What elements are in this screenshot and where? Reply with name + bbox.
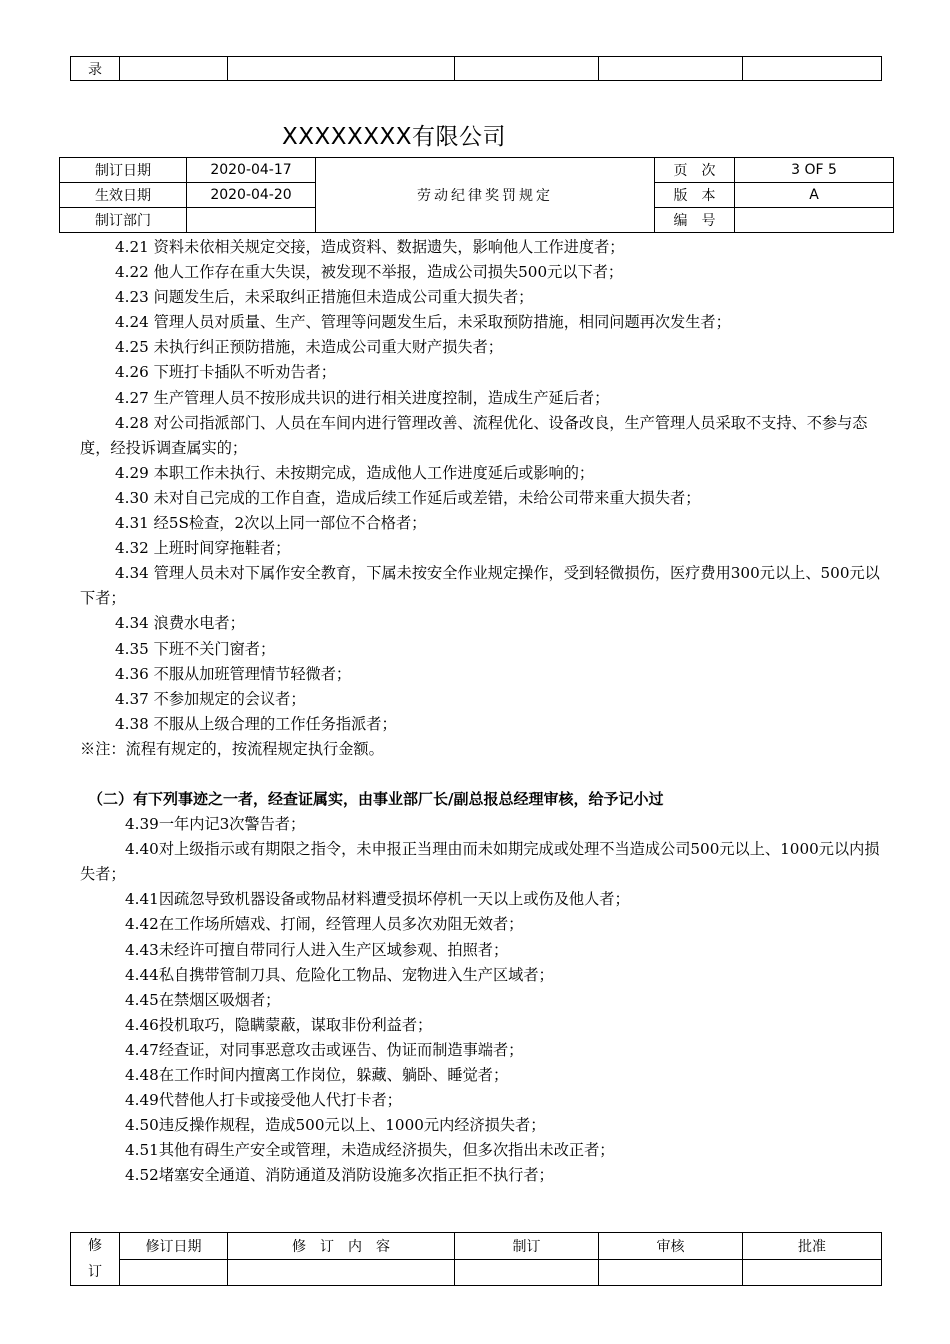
list-item: 4.37 不参加规定的会议者； bbox=[115, 689, 306, 708]
list-item: 4.30 未对自己完成的工作自查，造成后续工作延后或差错，未给公司带来重大损失者； bbox=[115, 488, 701, 507]
col-reviewed: 审核 bbox=[599, 1233, 743, 1260]
list-item: 4.51其他有碍生产安全或管理，未造成经济损失，但多次指出未改正者； bbox=[125, 1141, 615, 1160]
page-number: 3 OF 5 bbox=[735, 158, 894, 183]
created-date: 2020-04-17 bbox=[187, 158, 316, 183]
list-item: 4.36 不服从加班管理情节轻微者； bbox=[115, 664, 352, 683]
section-heading: （二）有下列事迹之一者，经查证属实，由事业部厂长/副总报总经理审核，给予记小过 bbox=[88, 789, 664, 808]
top-revision-table bbox=[70, 56, 882, 81]
list-item: 4.29 本职工作未执行、未按期完成，造成他人工作进度延后或影响的； bbox=[115, 463, 595, 482]
label-page: 页 次 bbox=[655, 158, 735, 183]
document-number bbox=[735, 208, 894, 233]
label-effective-date: 生效日期 bbox=[60, 183, 187, 208]
col-revision-date: 修订日期 bbox=[120, 1233, 228, 1260]
list-item: 4.48在工作时间内擅离工作岗位，躲藏、躺卧、睡觉者； bbox=[125, 1066, 509, 1084]
revision-label-line1: 修 bbox=[88, 1238, 102, 1254]
top-table-cell bbox=[743, 57, 882, 81]
revision-cell bbox=[599, 1259, 743, 1286]
revision-cell bbox=[743, 1259, 882, 1286]
list-item: 4.46投机取巧，隐瞒蒙蔽，谋取非份利益者； bbox=[125, 1015, 433, 1034]
list-item: 4.44私自携带管制刀具、危险化工物品、宠物进入生产区域者； bbox=[125, 965, 554, 984]
list-item: 4.52堵塞安全通道、消防通道及消防设施多次指正拒不执行者； bbox=[125, 1166, 554, 1185]
list-item: 4.27 生产管理人员不按形成共识的进行相关进度控制，造成生产延后者； bbox=[115, 388, 610, 407]
list-item: 4.34 管理人员未对下属作安全教育，下属未按安全作业规定操作，受到轻微损伤，医疗费用300元以上、500元以下者； bbox=[80, 564, 880, 608]
top-table-cell bbox=[120, 57, 228, 81]
revision-label-line2: 订 bbox=[88, 1264, 102, 1280]
label-number: 编 号 bbox=[655, 208, 735, 233]
list-item: 4.28 对公司指派部门、人员在车间内进行管理改善、流程优化、设备改良，生产管理人员采取不支持、不参与态度，经投诉调查属实的； bbox=[80, 413, 868, 457]
list-item: 4.21 资料未依相关规定交接，造成资料、数据遗失，影响他人工作进度者； bbox=[115, 238, 625, 256]
list-item: 4.49代替他人打卡或接受他人代打卡者； bbox=[125, 1091, 402, 1110]
note: ※注：流程有规定的，按流程规定执行金额。 bbox=[80, 739, 384, 758]
effective-date: 2020-04-20 bbox=[187, 183, 316, 208]
col-drafted: 制订 bbox=[455, 1233, 599, 1260]
list-item: 4.43未经许可擅自带同行人进入生产区域参观、拍照者； bbox=[125, 940, 509, 959]
list-item: 4.24 管理人员对质量、生产、管理等问题发生后，未采取预防措施，相同问题再次发生者； bbox=[115, 313, 731, 332]
top-table-cell bbox=[228, 57, 455, 81]
list-item: 4.35 下班不关门窗者； bbox=[115, 639, 276, 658]
document-title: 劳动纪律奖罚规定 bbox=[316, 158, 655, 233]
revision-cell bbox=[228, 1259, 455, 1286]
department bbox=[187, 208, 316, 233]
list-item: 4.25 未执行纠正预防措施，未造成公司重大财产损失者； bbox=[115, 338, 503, 357]
list-item: 4.39一年内记3次警告者； bbox=[125, 815, 306, 834]
revision-table bbox=[70, 1232, 882, 1286]
list-item: 4.42在工作场所嬉戏、打闹，经管理人员多次劝阻无效者； bbox=[125, 915, 524, 934]
list-item: 4.32 上班时间穿拖鞋者； bbox=[115, 539, 291, 558]
version: A bbox=[735, 183, 894, 208]
label-created-date: 制订日期 bbox=[60, 158, 187, 183]
revision-cell bbox=[120, 1259, 228, 1286]
list-item: 4.47经查证，对同事恶意攻击或诬告、伪证而制造事端者； bbox=[125, 1040, 524, 1059]
list-item: 4.38 不服从上级合理的工作任务指派者； bbox=[115, 714, 397, 733]
list-item: 4.22 他人工作存在重大失误，被发现不举报，造成公司损失500元以下者； bbox=[115, 263, 624, 282]
top-table-cell: 录 bbox=[71, 57, 120, 81]
list-item: 4.34 浪费水电者； bbox=[115, 614, 245, 633]
list-item: 4.41因疏忽导致机器设备或物品材料遭受损坏停机一天以上或伤及他人者； bbox=[125, 890, 630, 909]
list-item: 4.26 下班打卡插队不听劝告者； bbox=[115, 363, 336, 382]
list-item: 4.23 问题发生后，未采取纠正措施但未造成公司重大损失者； bbox=[115, 288, 534, 307]
company-name: XXXXXXXX有限公司 bbox=[282, 124, 507, 150]
document-body bbox=[80, 235, 880, 1188]
document-header-table bbox=[59, 157, 894, 233]
label-department: 制订部门 bbox=[60, 208, 187, 233]
list-item: 4.45在禁烟区吸烟者； bbox=[125, 990, 281, 1009]
col-revision-content: 修 订 内 容 bbox=[228, 1233, 455, 1260]
list-item: 4.31 经5S检查，2次以上同一部位不合格者； bbox=[115, 514, 427, 533]
label-version: 版 本 bbox=[655, 183, 735, 208]
col-approved: 批准 bbox=[743, 1233, 882, 1260]
top-table-cell bbox=[455, 57, 599, 81]
top-table-cell bbox=[599, 57, 743, 81]
revision-label bbox=[71, 1233, 120, 1286]
revision-cell bbox=[455, 1259, 599, 1286]
list-item: 4.50违反操作规程，造成500元以上、1000元内经济损失者； bbox=[125, 1116, 546, 1135]
list-item: 4.40对上级指示或有期限之指令，未申报正当理由而未如期完成或处理不当造成公司500元以上、1000元以内损失者； bbox=[80, 840, 880, 884]
